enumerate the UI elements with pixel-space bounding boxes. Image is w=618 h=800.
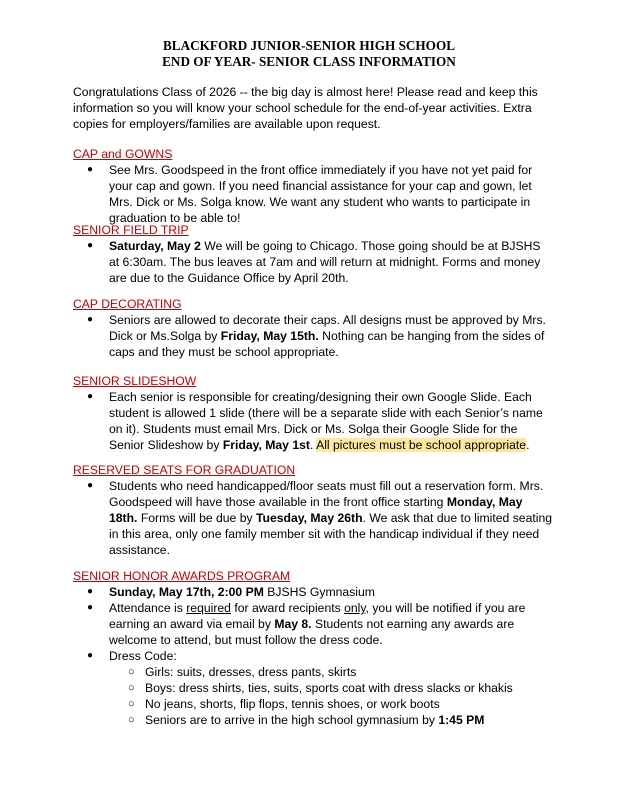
section-honor-awards: [73, 568, 553, 728]
highlighted-text: All pictures must be school appropriate: [316, 438, 527, 452]
section-heading: CAP and GOWNS: [73, 147, 173, 161]
list-item: ○ Girls: suits, dresses, dress pants, skirts: [109, 664, 553, 680]
list-item: ● Saturday, May 2 We will be going to Chicago. Those going should be at BJSHS at 6:30am. The bus leaves at 7am and will return at midnight. Forms and money are due to the Guidance Office by April 20th.: [73, 238, 553, 286]
intro-paragraph: Congratulations Class of 2026 -- the big day is almost here! Please read and keep this information so you will know your school schedule for the end-of-year activities. Extra copies for employers/families are available upon request.: [73, 85, 538, 131]
list-item: ● Seniors are allowed to decorate their caps. All designs must be approved by Mrs. Dick or Ms.Solga by Friday, May 15th. Nothing can be hanging from the sides of caps and they must be school appropriate.: [73, 312, 553, 360]
section-heading: SENIOR SLIDESHOW: [73, 374, 197, 388]
list-item: ● Sunday, May 17th, 2:00 PM BJSHS Gymnasium: [73, 584, 553, 600]
list-item: ○ Seniors are to arrive in the high school gymnasium by 1:45 PM: [109, 712, 553, 728]
list-item: ● See Mrs. Goodspeed in the front office immediately if you have not yet paid for your cap and gown. If you need financial assistance for your cap and gown, let Mrs. Dick or Ms. Solga know. We want any student who wants to participate in graduation to be able to!: [73, 162, 553, 226]
section-cap-gowns: [73, 146, 553, 226]
document-title-line2: END OF YEAR- SENIOR CLASS INFORMATION: [162, 54, 456, 69]
document-title-line1: BLACKFORD JUNIOR-SENIOR HIGH SCHOOL: [163, 38, 455, 53]
section-reserved-seats: [73, 462, 553, 558]
section-field-trip: [73, 222, 553, 286]
section-heading: RESERVED SEATS FOR GRADUATION: [73, 463, 296, 477]
section-cap-decorating: [73, 296, 553, 360]
list-item: ○ No jeans, shorts, flip flops, tennis shoes, or work boots: [109, 696, 553, 712]
list-item: ● Attendance is required for award recipients only, you will be notified if you are earning an award via email by May 8. Students not earning any awards are welcome to attend, but must follow the dress code.: [73, 600, 553, 648]
section-slideshow: [73, 373, 553, 453]
list-item: ● Dress Code: ○ Girls: suits, dresses, dress pants, skirts ○ Boys: dress shirts, ties, suits, sports coat with dress slacks or khakis ○ No jeans, shorts, flip flops, tennis shoes, or work boots ○ Seniors are to arrive in the high school gymnasium by 1:45 PM: [73, 648, 553, 728]
section-heading: CAP DECORATING: [73, 297, 182, 311]
dress-code-list: [109, 664, 553, 728]
list-item: ● Students who need handicapped/floor seats must fill out a reservation form. Mrs. Goodspeed will have those available in the front office starting Monday, May 18th. Forms will be due by Tuesday, May 26th. We ask that due to limited seating in this area, only one family member sit with the handicap individual if they need assistance.: [73, 478, 553, 558]
list-item: ● Each senior is responsible for creating/designing their own Google Slide. Each student is allowed 1 slide (there will be a separate slide with each Senior’s name on it). Students must email Mrs. Dick or Ms. Solga their Google Slide for the Senior Slideshow by Friday, May 1st. All pictures must be school appropriate.: [73, 389, 553, 453]
section-heading: SENIOR FIELD TRIP: [73, 223, 189, 237]
list-item: ○ Boys: dress shirts, ties, suits, sports coat with dress slacks or khakis: [109, 680, 553, 696]
section-heading: SENIOR HONOR AWARDS PROGRAM: [73, 569, 291, 583]
